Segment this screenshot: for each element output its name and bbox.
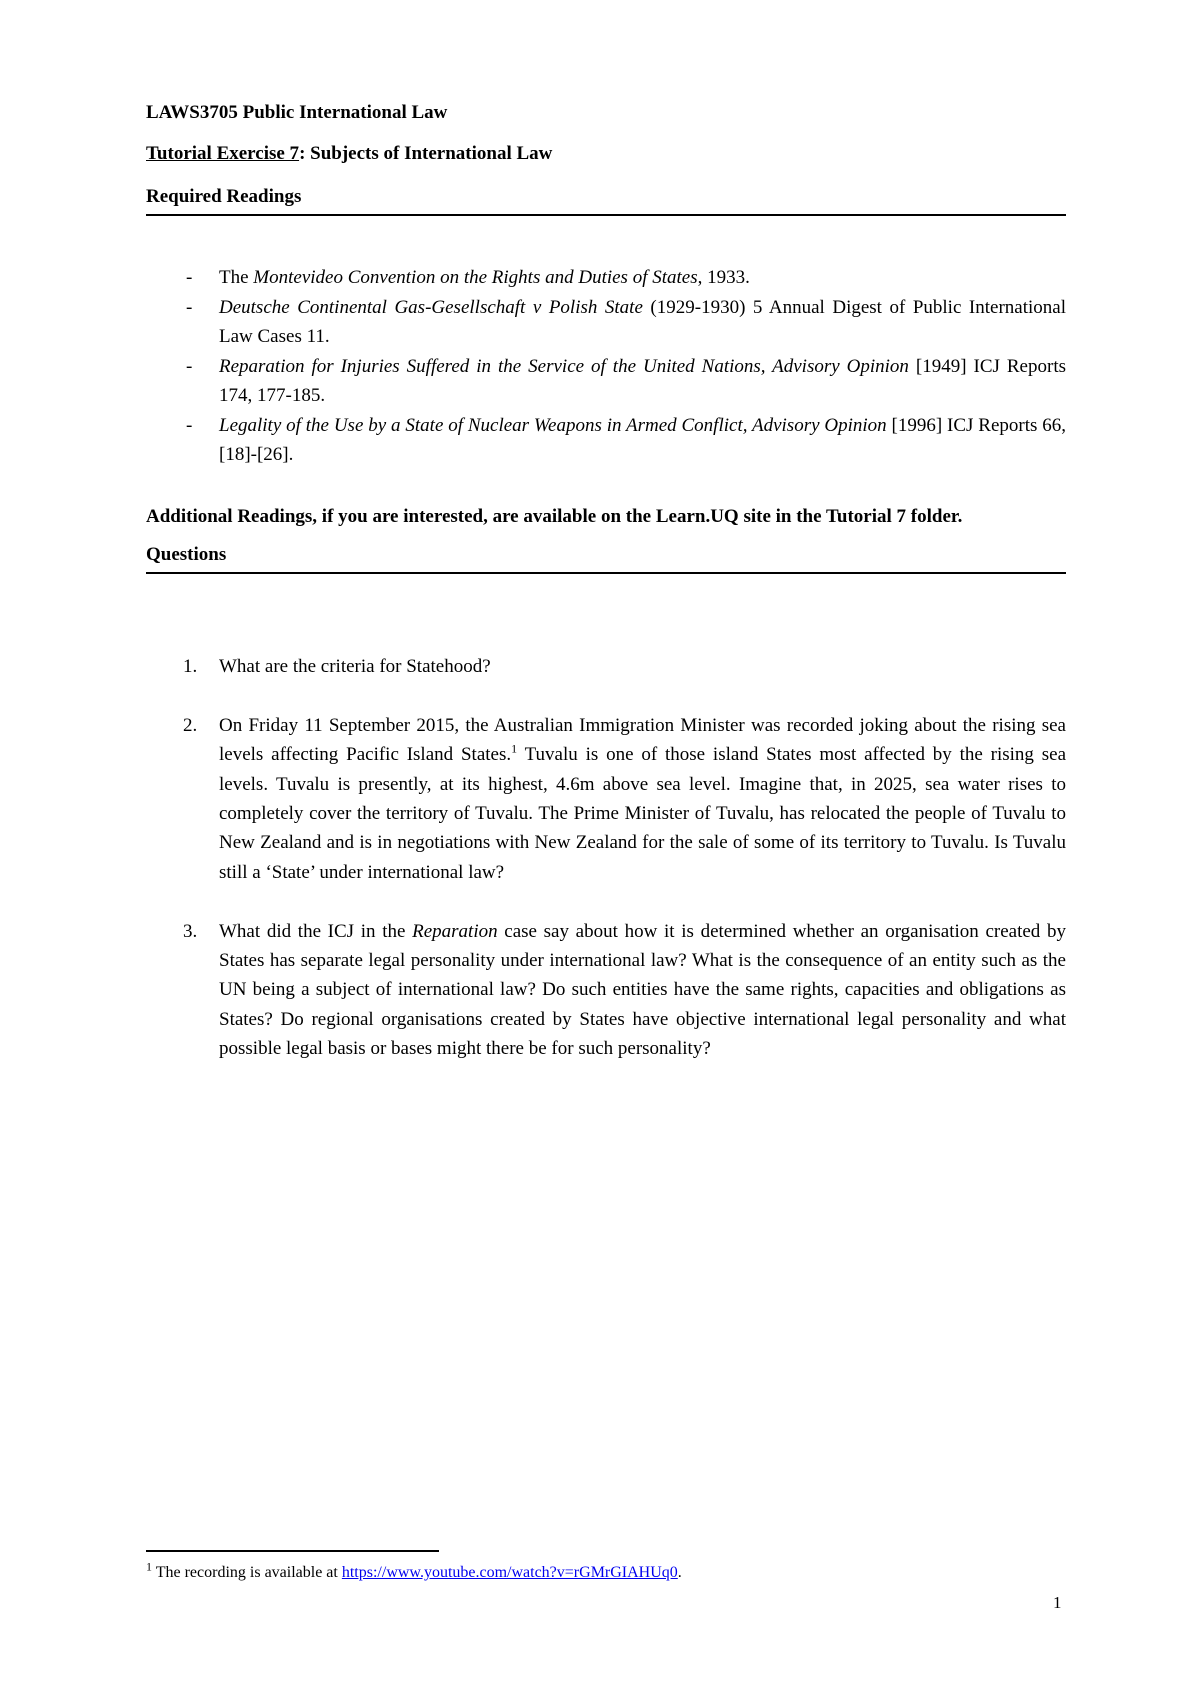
footnote-reference[interactable]: 1 xyxy=(511,741,518,756)
reading-citation: [1996] ICJ Reports 66, [18]-[26]. xyxy=(219,414,1067,465)
question-1 xyxy=(146,652,1066,681)
question-2 xyxy=(146,711,1066,887)
footnote-separator xyxy=(146,1550,439,1552)
footnote-text: The recording is available at xyxy=(152,1564,342,1581)
footnote xyxy=(146,1559,682,1584)
list-dash: - xyxy=(186,355,193,377)
question-text: What are the criteria for Statehood? xyxy=(219,656,491,677)
additional-readings-note: Additional Readings, if you are interested, are available on the Learn.UQ site in the Tutorial 7 folder. xyxy=(146,506,963,527)
question-text-continued: case say about how it is determined whether an organisation created by States has separate legal personality under international law? What is the consequence of an entity such as the UN being a subject of international law? Do such entities have the same rights, capacities and obligations as States? Do regional organisations created by States have objective international legal personality and what possible legal basis or bases might there be for such personality? xyxy=(219,920,1066,1060)
list-dash: - xyxy=(186,414,193,436)
question-number: 2. xyxy=(183,714,198,736)
questions-heading: Questions xyxy=(146,542,1066,574)
footnote-link[interactable]: https://www.youtube.com/watch?v=rGMrGIAHUq0 xyxy=(341,1564,678,1581)
reading-citation: [1949] ICJ Reports 174, 177-185. xyxy=(219,355,1066,406)
question-text: What did the ICJ in the xyxy=(219,920,413,942)
tutorial-subject: Subjects of International Law xyxy=(310,143,553,164)
tutorial-title xyxy=(146,141,552,167)
list-dash: - xyxy=(186,296,193,318)
reading-citation: , 1933. xyxy=(697,267,750,288)
reading-title: Deutsche Continental Gas-Gesellschaft v Polish State xyxy=(219,296,643,318)
reading-title: Montevideo Convention on the Rights and Duties of States xyxy=(253,267,698,288)
reading-item xyxy=(146,352,1066,411)
question-text: On Friday 11 September 2015, the Australian Immigration Minister was recorded joking about the rising sea levels affecting Pacific Island States. xyxy=(219,714,1066,766)
question-number: 1. xyxy=(183,656,198,677)
reading-title: Legality of the Use by a State of Nuclear Weapons in Armed Conflict, Advisory Opinion xyxy=(219,414,887,436)
reading-item xyxy=(146,293,1066,352)
page-number: 1 xyxy=(1053,1593,1062,1612)
question-text-continued: Tuvalu is one of those island States most affected by the rising sea levels. Tuvalu is presently, at its highest, 4.6m above sea level. Imagine that, in 2025, sea water rises to completely cover the territory of Tuvalu. The Prime Minister of Tuvalu, has relocated the people of Tuvalu to New Zealand and is in negotiations with New Zealand for the sale of some of its territory to Tuvalu. Is Tuvalu still a ‘State’ under international law? xyxy=(219,744,1067,883)
reading-citation: (1929-1930) 5 Annual Digest of Public International Law Cases 11. xyxy=(219,296,1066,347)
required-readings-heading: Required Readings xyxy=(146,184,1066,216)
reading-title: Reparation for Injuries Suffered in the Service of the United Nations, Advisory Opinion xyxy=(219,355,909,377)
question-3 xyxy=(146,917,1066,1064)
tutorial-separator: : xyxy=(299,143,311,164)
readings-list xyxy=(146,263,1066,470)
reading-item xyxy=(146,263,1066,293)
case-name: Reparation xyxy=(412,920,498,942)
footnote-end: . xyxy=(677,1564,682,1581)
footnote-marker: 1 xyxy=(146,1559,152,1574)
list-dash: - xyxy=(186,267,193,288)
reading-text: The xyxy=(219,267,254,288)
questions-list xyxy=(146,652,1066,1093)
tutorial-label: Tutorial Exercise 7 xyxy=(146,143,300,164)
course-title: LAWS3705 Public International Law xyxy=(146,102,448,123)
question-number: 3. xyxy=(183,920,198,942)
reading-item xyxy=(146,411,1066,470)
